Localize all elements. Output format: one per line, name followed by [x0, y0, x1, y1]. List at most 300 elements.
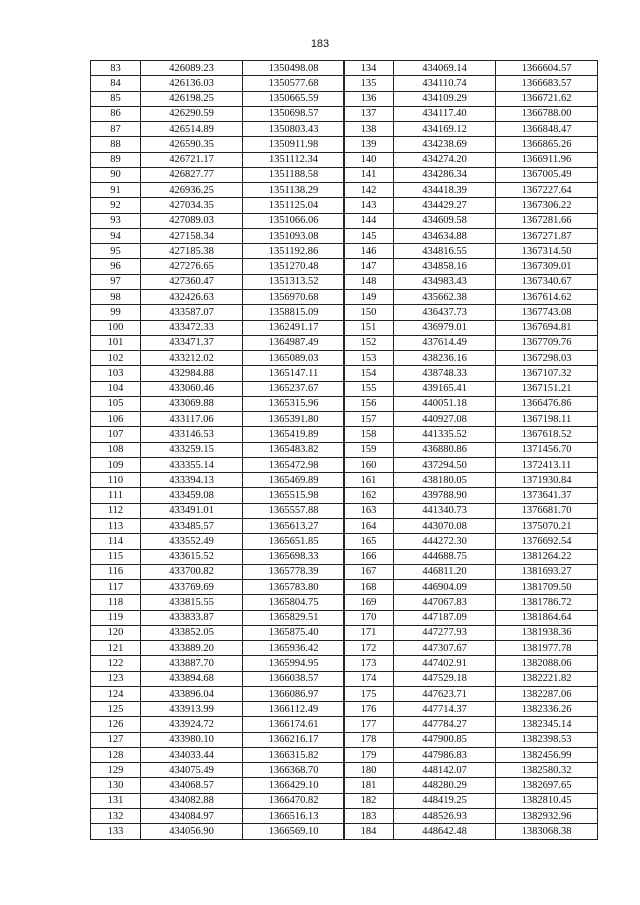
table-row	[344, 351, 598, 366]
point-number-cell: 99	[91, 305, 141, 320]
y-coordinate-cell: 1365483.82	[243, 442, 345, 457]
point-number-cell: 149	[344, 289, 394, 304]
x-coordinate-cell: 433117.06	[141, 412, 243, 427]
point-number-cell: 109	[91, 457, 141, 472]
table-row	[344, 793, 598, 808]
y-coordinate-cell: 1381977.78	[496, 641, 598, 656]
y-coordinate-cell: 1365613.27	[243, 518, 345, 533]
point-number-cell: 129	[91, 763, 141, 778]
x-coordinate-cell: 434418.39	[394, 183, 496, 198]
table-row	[344, 595, 598, 610]
y-coordinate-cell: 1382932.96	[496, 809, 598, 824]
point-number-cell: 179	[344, 747, 394, 762]
point-number-cell: 88	[91, 137, 141, 152]
y-coordinate-cell: 1382456.99	[496, 747, 598, 762]
table-row	[344, 198, 598, 213]
x-coordinate-cell: 433472.33	[141, 320, 243, 335]
x-coordinate-cell: 432426.63	[141, 289, 243, 304]
x-coordinate-cell: 433769.69	[141, 580, 243, 595]
point-number-cell: 126	[91, 717, 141, 732]
table-row	[91, 457, 345, 472]
point-number-cell: 156	[344, 396, 394, 411]
x-coordinate-cell: 435662.38	[394, 289, 496, 304]
point-number-cell: 84	[91, 76, 141, 91]
y-coordinate-cell: 1365698.33	[243, 549, 345, 564]
y-coordinate-cell: 1365515.98	[243, 488, 345, 503]
x-coordinate-cell: 426936.25	[141, 183, 243, 198]
y-coordinate-cell: 1367198.11	[496, 412, 598, 427]
y-coordinate-cell: 1381864.64	[496, 610, 598, 625]
table-row	[91, 228, 345, 243]
table-row	[344, 412, 598, 427]
y-coordinate-cell: 1366721.62	[496, 91, 598, 106]
table-row	[344, 518, 598, 533]
table-row	[91, 183, 345, 198]
y-coordinate-cell: 1366216.17	[243, 732, 345, 747]
y-coordinate-cell: 1351093.08	[243, 228, 345, 243]
y-coordinate-cell: 1381786.72	[496, 595, 598, 610]
x-coordinate-cell: 433485.57	[141, 518, 243, 533]
table-row	[91, 809, 345, 824]
point-number-cell: 104	[91, 381, 141, 396]
table-row	[344, 274, 598, 289]
y-coordinate-cell: 1367314.50	[496, 244, 598, 259]
table-row	[91, 442, 345, 457]
point-number-cell: 166	[344, 549, 394, 564]
point-number-cell: 97	[91, 274, 141, 289]
y-coordinate-cell: 1376692.54	[496, 534, 598, 549]
table-row	[91, 488, 345, 503]
point-number-cell: 125	[91, 702, 141, 717]
table-row	[91, 473, 345, 488]
table-row	[344, 809, 598, 824]
x-coordinate-cell: 433212.02	[141, 351, 243, 366]
point-number-cell: 167	[344, 564, 394, 579]
table-row	[344, 91, 598, 106]
point-number-cell: 93	[91, 213, 141, 228]
x-coordinate-cell: 427158.34	[141, 228, 243, 243]
table-row	[344, 289, 598, 304]
point-number-cell: 136	[344, 91, 394, 106]
x-coordinate-cell: 434609.58	[394, 213, 496, 228]
x-coordinate-cell: 447784.27	[394, 717, 496, 732]
y-coordinate-cell: 1382810.45	[496, 793, 598, 808]
point-number-cell: 177	[344, 717, 394, 732]
y-coordinate-cell: 1365557.88	[243, 503, 345, 518]
x-coordinate-cell: 434075.49	[141, 763, 243, 778]
point-number-cell: 105	[91, 396, 141, 411]
x-coordinate-cell: 434983.43	[394, 274, 496, 289]
point-number-cell: 163	[344, 503, 394, 518]
table-row	[344, 641, 598, 656]
point-number-cell: 147	[344, 259, 394, 274]
table-row	[344, 763, 598, 778]
y-coordinate-cell: 1351066.06	[243, 213, 345, 228]
x-coordinate-cell: 433394.13	[141, 473, 243, 488]
point-number-cell: 139	[344, 137, 394, 152]
point-number-cell: 157	[344, 412, 394, 427]
table-row	[91, 351, 345, 366]
table-row	[344, 564, 598, 579]
x-coordinate-cell: 444688.75	[394, 549, 496, 564]
table-row	[91, 412, 345, 427]
point-number-cell: 143	[344, 198, 394, 213]
x-coordinate-cell: 434117.40	[394, 106, 496, 121]
table-row	[91, 595, 345, 610]
x-coordinate-cell: 433552.49	[141, 534, 243, 549]
table-row	[91, 137, 345, 152]
point-number-cell: 158	[344, 427, 394, 442]
point-number-cell: 133	[91, 824, 141, 839]
x-coordinate-cell: 427360.47	[141, 274, 243, 289]
point-number-cell: 182	[344, 793, 394, 808]
y-coordinate-cell: 1366174.61	[243, 717, 345, 732]
point-number-cell: 134	[344, 61, 394, 76]
table-row	[344, 580, 598, 595]
point-number-cell: 174	[344, 671, 394, 686]
x-coordinate-cell: 438180.05	[394, 473, 496, 488]
y-coordinate-cell: 1365936.42	[243, 641, 345, 656]
x-coordinate-cell: 433896.04	[141, 686, 243, 701]
table-row	[91, 518, 345, 533]
point-number-cell: 89	[91, 152, 141, 167]
point-number-cell: 116	[91, 564, 141, 579]
table-row	[91, 671, 345, 686]
point-number-cell: 137	[344, 106, 394, 121]
x-coordinate-cell: 433889.20	[141, 641, 243, 656]
table-row	[344, 656, 598, 671]
table-row	[344, 534, 598, 549]
table-row	[344, 671, 598, 686]
y-coordinate-cell: 1382221.82	[496, 671, 598, 686]
point-number-cell: 168	[344, 580, 394, 595]
table-row	[344, 137, 598, 152]
table-row	[344, 778, 598, 793]
x-coordinate-cell: 440927.08	[394, 412, 496, 427]
point-number-cell: 118	[91, 595, 141, 610]
y-coordinate-cell: 1372413.11	[496, 457, 598, 472]
point-number-cell: 169	[344, 595, 394, 610]
point-number-cell: 117	[91, 580, 141, 595]
y-coordinate-cell: 1382088.06	[496, 656, 598, 671]
x-coordinate-cell: 438748.33	[394, 366, 496, 381]
table-row	[91, 625, 345, 640]
x-coordinate-cell: 447307.67	[394, 641, 496, 656]
y-coordinate-cell: 1366865.26	[496, 137, 598, 152]
y-coordinate-cell: 1367107.32	[496, 366, 598, 381]
table-row	[91, 717, 345, 732]
point-number-cell: 103	[91, 366, 141, 381]
point-number-cell: 140	[344, 152, 394, 167]
y-coordinate-cell: 1382580.32	[496, 763, 598, 778]
x-coordinate-cell: 438236.16	[394, 351, 496, 366]
y-coordinate-cell: 1382287.06	[496, 686, 598, 701]
point-number-cell: 120	[91, 625, 141, 640]
y-coordinate-cell: 1351270.48	[243, 259, 345, 274]
y-coordinate-cell: 1367298.03	[496, 351, 598, 366]
point-number-cell: 175	[344, 686, 394, 701]
table-row	[91, 91, 345, 106]
table-row	[91, 320, 345, 335]
table-row	[91, 503, 345, 518]
point-number-cell: 151	[344, 320, 394, 335]
point-number-cell: 124	[91, 686, 141, 701]
coordinate-table-right	[343, 60, 598, 840]
point-number-cell: 107	[91, 427, 141, 442]
table-row	[344, 305, 598, 320]
x-coordinate-cell: 447900.85	[394, 732, 496, 747]
y-coordinate-cell: 1351313.52	[243, 274, 345, 289]
y-coordinate-cell: 1367709.76	[496, 335, 598, 350]
y-coordinate-cell: 1366516.13	[243, 809, 345, 824]
table-row	[91, 824, 345, 839]
table-row	[344, 503, 598, 518]
point-number-cell: 111	[91, 488, 141, 503]
x-coordinate-cell: 434056.90	[141, 824, 243, 839]
y-coordinate-cell: 1351192.86	[243, 244, 345, 259]
y-coordinate-cell: 1351125.04	[243, 198, 345, 213]
table-row	[91, 198, 345, 213]
table-row	[344, 76, 598, 91]
x-coordinate-cell: 436979.01	[394, 320, 496, 335]
table-row	[344, 213, 598, 228]
y-coordinate-cell: 1365237.67	[243, 381, 345, 396]
y-coordinate-cell: 1350665.59	[243, 91, 345, 106]
x-coordinate-cell: 434286.34	[394, 167, 496, 182]
y-coordinate-cell: 1365419.89	[243, 427, 345, 442]
point-number-cell: 183	[344, 809, 394, 824]
x-coordinate-cell: 448526.93	[394, 809, 496, 824]
point-number-cell: 170	[344, 610, 394, 625]
point-number-cell: 184	[344, 824, 394, 839]
x-coordinate-cell: 427034.35	[141, 198, 243, 213]
point-number-cell: 148	[344, 274, 394, 289]
point-number-cell: 119	[91, 610, 141, 625]
point-number-cell: 165	[344, 534, 394, 549]
point-number-cell: 159	[344, 442, 394, 457]
point-number-cell: 128	[91, 747, 141, 762]
table-row	[344, 610, 598, 625]
y-coordinate-cell: 1367340.67	[496, 274, 598, 289]
y-coordinate-cell: 1351112.34	[243, 152, 345, 167]
x-coordinate-cell: 436437.73	[394, 305, 496, 320]
x-coordinate-cell: 433815.55	[141, 595, 243, 610]
y-coordinate-cell: 1383068.38	[496, 824, 598, 839]
point-number-cell: 127	[91, 732, 141, 747]
point-number-cell: 130	[91, 778, 141, 793]
table-row	[91, 610, 345, 625]
point-number-cell: 154	[344, 366, 394, 381]
y-coordinate-cell: 1371456.70	[496, 442, 598, 457]
table-row	[91, 580, 345, 595]
y-coordinate-cell: 1382336.26	[496, 702, 598, 717]
y-coordinate-cell: 1366476.86	[496, 396, 598, 411]
point-number-cell: 100	[91, 320, 141, 335]
x-coordinate-cell: 448642.48	[394, 824, 496, 839]
table-row	[91, 106, 345, 121]
x-coordinate-cell: 433471.37	[141, 335, 243, 350]
y-coordinate-cell: 1364987.49	[243, 335, 345, 350]
x-coordinate-cell: 434169.12	[394, 122, 496, 137]
y-coordinate-cell: 1376681.70	[496, 503, 598, 518]
point-number-cell: 113	[91, 518, 141, 533]
x-coordinate-cell: 447623.71	[394, 686, 496, 701]
table-row	[344, 488, 598, 503]
table-row	[344, 717, 598, 732]
x-coordinate-cell: 434082.88	[141, 793, 243, 808]
table-row	[344, 702, 598, 717]
x-coordinate-cell: 426136.03	[141, 76, 243, 91]
y-coordinate-cell: 1367227.64	[496, 183, 598, 198]
y-coordinate-cell: 1367618.52	[496, 427, 598, 442]
y-coordinate-cell: 1367151.21	[496, 381, 598, 396]
x-coordinate-cell: 434084.97	[141, 809, 243, 824]
point-number-cell: 161	[344, 473, 394, 488]
table-row	[91, 259, 345, 274]
y-coordinate-cell: 1373641.37	[496, 488, 598, 503]
y-coordinate-cell: 1365472.98	[243, 457, 345, 472]
y-coordinate-cell: 1365089.03	[243, 351, 345, 366]
y-coordinate-cell: 1350698.57	[243, 106, 345, 121]
point-number-cell: 146	[344, 244, 394, 259]
point-number-cell: 92	[91, 198, 141, 213]
y-coordinate-cell: 1366368.70	[243, 763, 345, 778]
point-number-cell: 114	[91, 534, 141, 549]
point-number-cell: 160	[344, 457, 394, 472]
table-row	[344, 427, 598, 442]
coordinate-table-left	[90, 60, 345, 840]
y-coordinate-cell: 1371930.84	[496, 473, 598, 488]
table-row	[91, 686, 345, 701]
table-row	[344, 320, 598, 335]
y-coordinate-cell: 1367306.22	[496, 198, 598, 213]
y-coordinate-cell: 1381264.22	[496, 549, 598, 564]
y-coordinate-cell: 1365829.51	[243, 610, 345, 625]
table-row	[91, 396, 345, 411]
table-row	[344, 442, 598, 457]
point-number-cell: 115	[91, 549, 141, 564]
table-row	[344, 244, 598, 259]
table-row	[91, 763, 345, 778]
table-row	[91, 167, 345, 182]
x-coordinate-cell: 433587.07	[141, 305, 243, 320]
point-number-cell: 83	[91, 61, 141, 76]
table-row	[91, 335, 345, 350]
table-row	[91, 793, 345, 808]
table-row	[344, 732, 598, 747]
x-coordinate-cell: 433615.52	[141, 549, 243, 564]
x-coordinate-cell: 426198.25	[141, 91, 243, 106]
y-coordinate-cell: 1375070.21	[496, 518, 598, 533]
table-row	[344, 381, 598, 396]
point-number-cell: 150	[344, 305, 394, 320]
x-coordinate-cell: 434033.44	[141, 747, 243, 762]
y-coordinate-cell: 1381709.50	[496, 580, 598, 595]
y-coordinate-cell: 1381938.36	[496, 625, 598, 640]
y-coordinate-cell: 1382697.65	[496, 778, 598, 793]
y-coordinate-cell: 1382398.53	[496, 732, 598, 747]
table-row	[344, 824, 598, 839]
point-number-cell: 180	[344, 763, 394, 778]
table-row	[91, 305, 345, 320]
y-coordinate-cell: 1365875.40	[243, 625, 345, 640]
point-number-cell: 98	[91, 289, 141, 304]
y-coordinate-cell: 1366848.47	[496, 122, 598, 137]
x-coordinate-cell: 426590.35	[141, 137, 243, 152]
y-coordinate-cell: 1365778.39	[243, 564, 345, 579]
y-coordinate-cell: 1365315.96	[243, 396, 345, 411]
x-coordinate-cell: 433069.88	[141, 396, 243, 411]
x-coordinate-cell: 447277.93	[394, 625, 496, 640]
point-number-cell: 101	[91, 335, 141, 350]
x-coordinate-cell: 434429.27	[394, 198, 496, 213]
y-coordinate-cell: 1367271.87	[496, 228, 598, 243]
x-coordinate-cell: 434858.16	[394, 259, 496, 274]
point-number-cell: 91	[91, 183, 141, 198]
point-number-cell: 110	[91, 473, 141, 488]
x-coordinate-cell: 427089.03	[141, 213, 243, 228]
point-number-cell: 173	[344, 656, 394, 671]
x-coordinate-cell: 433700.82	[141, 564, 243, 579]
y-coordinate-cell: 1356970.68	[243, 289, 345, 304]
table-row	[344, 549, 598, 564]
y-coordinate-cell: 1350498.08	[243, 61, 345, 76]
x-coordinate-cell: 434109.29	[394, 91, 496, 106]
point-number-cell: 155	[344, 381, 394, 396]
y-coordinate-cell: 1366112.49	[243, 702, 345, 717]
x-coordinate-cell: 433146.53	[141, 427, 243, 442]
table-row	[91, 213, 345, 228]
table-row	[91, 427, 345, 442]
point-number-cell: 145	[344, 228, 394, 243]
y-coordinate-cell: 1366086.97	[243, 686, 345, 701]
y-coordinate-cell: 1358815.09	[243, 305, 345, 320]
point-number-cell: 94	[91, 228, 141, 243]
x-coordinate-cell: 448419.25	[394, 793, 496, 808]
x-coordinate-cell: 446904.09	[394, 580, 496, 595]
table-row	[344, 473, 598, 488]
table-row	[344, 625, 598, 640]
x-coordinate-cell: 439788.90	[394, 488, 496, 503]
x-coordinate-cell: 426089.23	[141, 61, 243, 76]
x-coordinate-cell: 440051.18	[394, 396, 496, 411]
page-number: 183	[310, 38, 330, 50]
table-row	[344, 259, 598, 274]
x-coordinate-cell: 433887.70	[141, 656, 243, 671]
x-coordinate-cell: 448142.07	[394, 763, 496, 778]
y-coordinate-cell: 1351188.58	[243, 167, 345, 182]
point-number-cell: 176	[344, 702, 394, 717]
table-row	[91, 747, 345, 762]
table-row	[91, 778, 345, 793]
y-coordinate-cell: 1366038.57	[243, 671, 345, 686]
point-number-cell: 141	[344, 167, 394, 182]
x-coordinate-cell: 437614.49	[394, 335, 496, 350]
x-coordinate-cell: 436880.86	[394, 442, 496, 457]
table-row	[344, 686, 598, 701]
point-number-cell: 95	[91, 244, 141, 259]
y-coordinate-cell: 1365469.89	[243, 473, 345, 488]
x-coordinate-cell: 434816.55	[394, 244, 496, 259]
x-coordinate-cell: 434634.88	[394, 228, 496, 243]
x-coordinate-cell: 433924.72	[141, 717, 243, 732]
point-number-cell: 122	[91, 656, 141, 671]
y-coordinate-cell: 1362491.17	[243, 320, 345, 335]
x-coordinate-cell: 434110.74	[394, 76, 496, 91]
y-coordinate-cell: 1351138.29	[243, 183, 345, 198]
x-coordinate-cell: 426290.59	[141, 106, 243, 121]
x-coordinate-cell: 441335.52	[394, 427, 496, 442]
